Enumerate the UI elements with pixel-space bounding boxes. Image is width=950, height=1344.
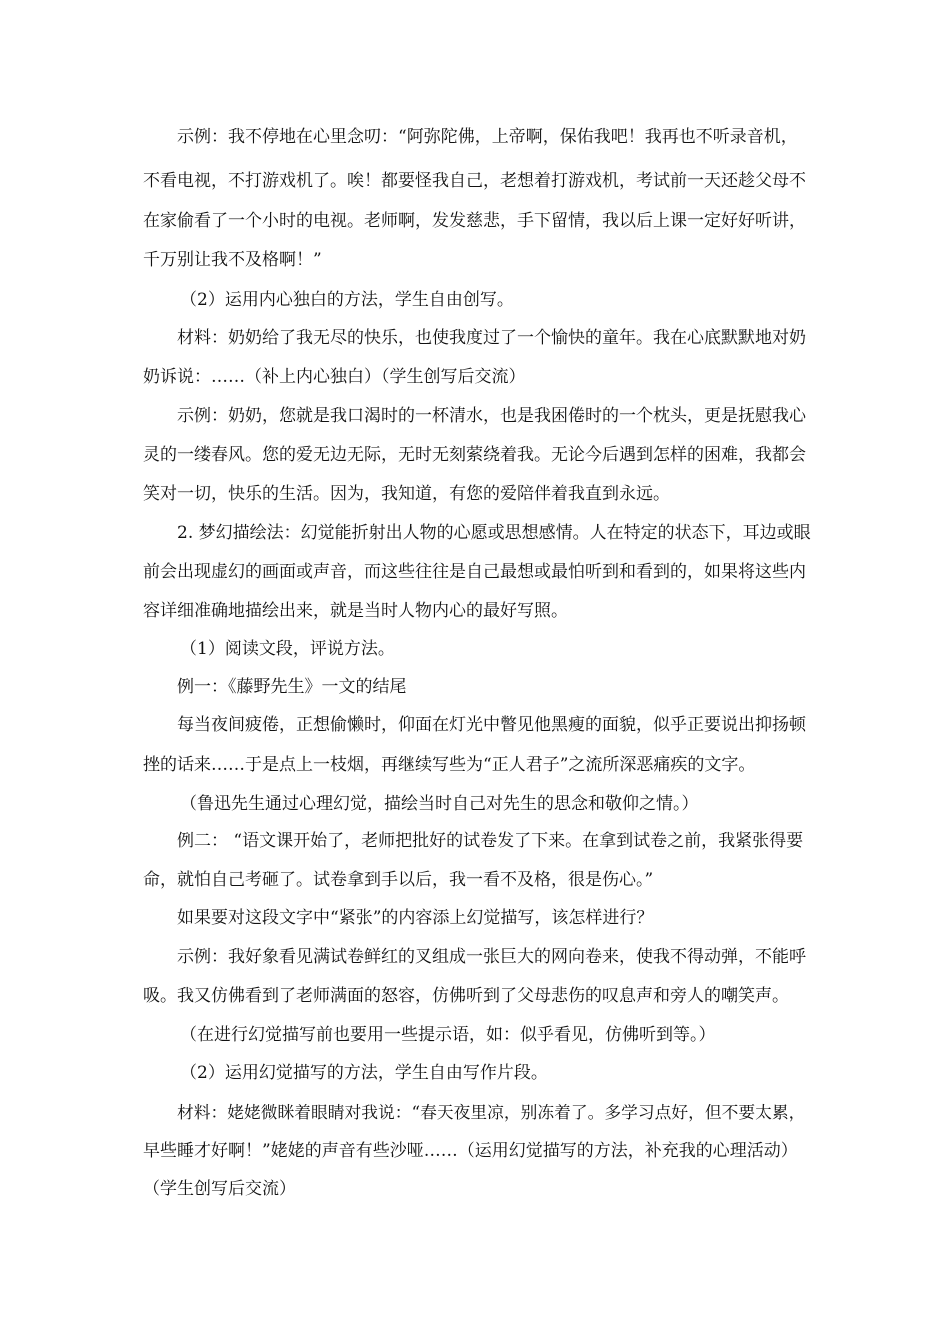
paragraph-line: 灵的一缕春风。您的爱无边无际，无时无刻萦绕着我。无论今后遇到怎样的困难，我都会 <box>143 445 806 465</box>
paragraph-line: 2. 梦幻描绘法：幻觉能折射出人物的心愿或思想感情。人在特定的状态下，耳边或眼 <box>177 523 811 543</box>
paragraph-line: 示例：我不停地在心里念叨：“阿弥陀佛，上帝啊，保佑我吧！我再也不听录音机， <box>177 127 798 147</box>
paragraph-line: 例二： “语文课开始了，老师把批好的试卷发了下来。在拿到试卷之前，我紧张得要 <box>177 831 804 851</box>
paragraph-line: 命，就怕自己考砸了。试卷拿到手以后，我一看不及格，很是伤心。” <box>143 870 654 890</box>
paragraph-line: 示例：我好象看见满试卷鲜红的叉组成一张巨大的网向卷来，使我不得动弹，不能呼 <box>177 947 806 967</box>
paragraph-line: （2）运用幻觉描写的方法，学生自由写作片段。 <box>180 1063 548 1083</box>
paragraph-line: 材料：奶奶给了我无尽的快乐，也使我度过了一个愉快的童年。我在心底默默地对奶 <box>177 328 806 348</box>
paragraph-line: （在进行幻觉描写前也要用一些提示语，如：似乎看见，仿佛听到等。） <box>180 1025 716 1045</box>
paragraph-line: 早些睡才好啊！”姥姥的声音有些沙哑……（运用幻觉描写的方法，补充我的心理活动） <box>143 1141 798 1161</box>
paragraph-line: 容详细准确地描绘出来，就是当时人物内心的最好写照。 <box>143 601 568 621</box>
paragraph-line: 挫的话来……于是点上一枝烟，再继续写些为“正人君子”之流所深恶痛疾的文字。 <box>143 755 756 775</box>
paragraph-line: 在家偷看了一个小时的电视。老师啊，发发慈悲，手下留情，我以后上课一定好好听讲， <box>143 211 806 231</box>
paragraph-line: 如果要对这段文字中“紧张”的内容添上幻觉描写，该怎样进行？ <box>177 908 654 928</box>
paragraph-line: 笑对一切，快乐的生活。因为，我知道，有您的爱陪伴着我直到永远。 <box>143 484 670 504</box>
paragraph-line: （1）阅读文段，评说方法。 <box>180 639 395 659</box>
paragraph-line: 例一：《藤野先生》一文的结尾 <box>177 677 407 697</box>
paragraph-line: 不看电视，不打游戏机了。唉！都要怪我自己，老想着打游戏机，考试前一天还趁父母不 <box>143 171 806 191</box>
paragraph-line: 吸。我又仿佛看到了老师满面的怒容，仿佛听到了父母悲伤的叹息声和旁人的嘲笑声。 <box>143 986 789 1006</box>
paragraph-line: （2）运用内心独白的方法，学生自由创写。 <box>180 290 514 310</box>
paragraph-line: 奶诉说：……（补上内心独白）（学生创写后交流） <box>143 367 526 387</box>
paragraph-line: （鲁迅先生通过心理幻觉，描绘当时自己对先生的思念和敬仰之情。） <box>180 794 699 814</box>
paragraph-line: 每当夜间疲倦，正想偷懒时，仰面在灯光中瞥见他黑瘦的面貌，似乎正要说出抑扬顿 <box>177 715 806 735</box>
paragraph-line: 示例：奶奶，您就是我口渴时的一杯清水，也是我困倦时的一个枕头，更是抚慰我心 <box>177 406 806 426</box>
paragraph-line: 材料：姥姥微眯着眼睛对我说：“春天夜里凉，别冻着了。多学习点好，但不要太累， <box>177 1102 806 1122</box>
paragraph-line: （学生创写后交流） <box>143 1179 296 1199</box>
paragraph-line: 前会出现虚幻的画面或声音，而这些往往是自己最想或最怕听到和看到的，如果将这些内 <box>143 562 806 582</box>
paragraph-line: 千万别让我不及格啊！” <box>143 250 322 270</box>
